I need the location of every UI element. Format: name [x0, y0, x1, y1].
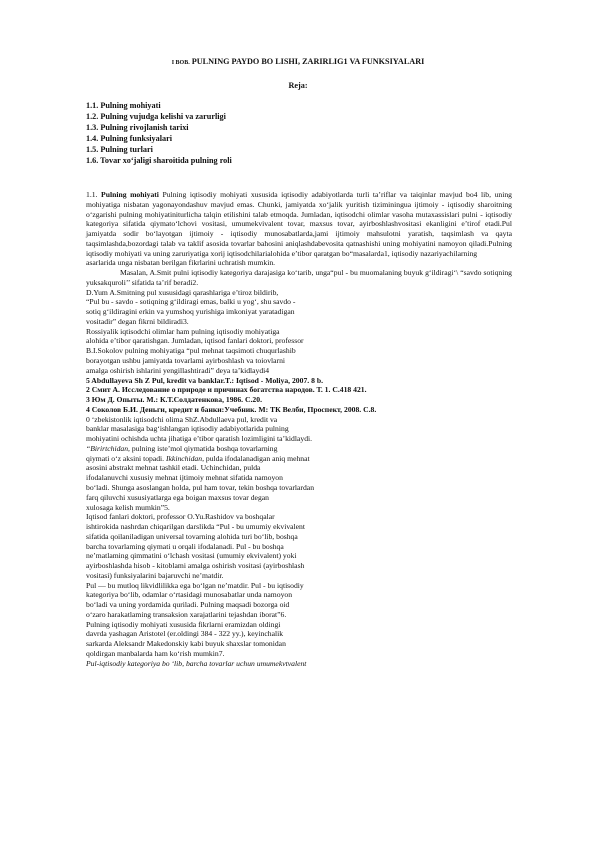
- toc-item: 1.3. Pulning rivojlanish tarixi: [86, 122, 189, 132]
- text-line: vositadir” degan fikrni bildiradi3.: [86, 316, 189, 326]
- footnote: 5 Abdullayeva Sh Z Pul, kredit va banklar.T.: Iqtisod - Moliya, 2007. 8 b.: [86, 375, 323, 385]
- paragraph-2: Masalan, A.Smit pulni iqtisodiy kategoriya darajasiga ko‘tarib, unga“pul - bu muomalaning buyuk g‘ildiragi‘\ “savdo sotiqning yuksakquroli’’ sifatida ta’rif beradi2.: [86, 268, 512, 287]
- chapter-prefix: I BOB.: [171, 60, 190, 66]
- section-number: 1.1.: [86, 190, 98, 199]
- text-line: Pulning iqtisodiy mohiyati xususida fikrlarni eramizdan oldingi: [86, 619, 281, 629]
- text-line: asosini abstrakt mehnat tashkil etadi. Uchinchidan, pulda: [86, 463, 261, 473]
- toc-item: 1.5. Pulning turlari: [86, 144, 153, 154]
- text-line: amalga oshirish ishlarini yengillashtiradi” deya ta’kidlaydi4: [86, 365, 270, 375]
- italic-phrase: Ikkinchidan,: [166, 453, 204, 463]
- text-line: Rossiyalik iqtisodchi olimlar ham pulning iqtisodiy mohiyatiga: [86, 326, 280, 336]
- text-line: xulosaga kelish mumkin”5.: [86, 502, 170, 512]
- text-line: ifodalanuvchi xususiy mehnat ijtimoiy mehnat sifatida namoyon: [86, 473, 283, 483]
- text-line: 0 ‘zbekistonlik iqtisodchi olima ShZ.Abdullaeva pul, kredit va: [86, 414, 278, 424]
- text-line: asarlarida unga nisbatan berilgan fikrlarini uchratish mumkin.: [86, 258, 276, 268]
- text-line: borayotgan ushbu jamiyatda tovarlami ayirboshlash va toiovlarni: [86, 356, 286, 366]
- footnote: 3 Юм Д. Опыты. М.: К.Т.Солдатенкова, 1986. С.20.: [86, 395, 262, 405]
- text-line: ayirboshlashda hisob - kitoblami amalga oshirish vositasi (ayirboshlash: [86, 561, 305, 571]
- text-line: [86, 454, 512, 464]
- chapter-title: [0, 57, 596, 66]
- text-line: kategoriya bo‘lib, odamlar o‘rtasidagi munosabatlar unda namoyon: [86, 590, 293, 600]
- text-line: Pul-iqtisodiy kategoriya bo ‘lib, barcha tovarlar uchun umumekvtvalent: [86, 658, 307, 668]
- text-line: barcha tovarlaming qiymati u orqali ifodalanadi. Pul - bu boshqa: [86, 541, 284, 551]
- toc-item: 1.1. Pulning mohiyati: [86, 101, 161, 110]
- toc-item: 1.6. Tovar xo‘jaligi sharoitida pulning roli: [86, 155, 232, 165]
- section-heading: Pulning mohiyati: [101, 190, 159, 199]
- text-line: bo‘ladi va uning yordamida quriladi. Pulning maqsadi bozorga oid: [86, 600, 290, 610]
- text-line: qoldirgan manbalarda ham ko‘rish mumkin7.: [86, 648, 225, 658]
- text-line: vositasi) funksiyalarini bajaruvchi ne’matdir.: [86, 570, 224, 580]
- footnote: 4 Соколов Б.И. Деньги, кредит и банки:Учебник. М: ТК Велби, Проспект, 2008. С.8.: [86, 404, 377, 414]
- text-span: pulda ifodalanadigan aniq mehnat: [203, 453, 310, 463]
- plan-heading: Reja:: [288, 81, 308, 90]
- text-line: sotiq g‘ildiragini erkin va yumshoq yurishiga imkoniyat yaratadigan: [86, 307, 295, 317]
- text-line: mohiyatini ochishda uchta jihatiga e’tibor qaratish lozimligini ta’kidlaydi.: [86, 434, 313, 444]
- chapter-heading: PULNING PAYDO BO LISHI, ZARIRLIG1 VA FUNKSIYALARI: [191, 57, 425, 66]
- italic-phrase: “Birirtchidan,: [86, 443, 130, 453]
- text-line: sarkarda Aleksandr Makedonskiy kabi buyuk shaxslar tomonidan: [86, 639, 286, 649]
- text-line: sifatida qoilaniladigan universal tovarning alohida turi bo‘lib, boshqa: [86, 531, 298, 541]
- text-line: davrda yashagan Aristotel (er.oldingi 384 - 322 yy.), keyinchalik: [86, 629, 284, 639]
- text-line: ishtirokida nashrdan chiqarilgan darslikda “Pul - bu umumiy ekvivalent: [86, 522, 305, 532]
- text-line: Iqtisod fanlari doktori, professor O.Yu.Rashidov va boshqalar: [86, 512, 275, 522]
- text-line: B.I.Sokolov pulning mohiyatiga “pul mehnat taqsimoti chuqurlashib: [86, 346, 296, 356]
- text-line: Pul — bu mutloq likvidlilikka ega bo‘lgan ne’matdir. Pul - bu iqtisodiy: [86, 580, 304, 590]
- text-span: pulning iste’mol qiymatida boshqa tovarlarning: [129, 443, 278, 453]
- footnote: 2 Смит А. Исследование о природе и причинах богатства народов. Т. 1. С.418 421.: [86, 385, 367, 395]
- text-line: banklar masalasiga bag‘ishlangan iqtisodiy adabiyotlarida pulning: [86, 424, 289, 434]
- toc-item: 1.2. Pulning vujudga kelishi va zarurligi: [86, 111, 226, 121]
- text-line: ne’matlaming qimmatini o‘lchash vositasi (umumiy ekvivalent) yoki: [86, 551, 297, 561]
- text-line: o‘zaro harakatlaming transaksion xarajatlarini tejashdan iborat”6.: [86, 609, 287, 619]
- text-line: bo‘ladi. Shunga asoslangan holda, pul ham tovar, tekin boshqa tovarlardan: [86, 482, 315, 492]
- text-line: alohida e’tibor qaratishgan. Jumladan, iqtisod fanlari doktori, professor: [86, 336, 304, 346]
- text-span: qiymati o‘z aksini topadi.: [86, 453, 166, 463]
- text-line: farq qiluvchi xususiyatlarga ega boigan maxsus tovar degan: [86, 492, 269, 502]
- text-line: [86, 444, 512, 454]
- body-text: [86, 190, 512, 669]
- text-line: D.Yum A.Smitning pul xususidagi qarashlariga e’tiroz bildirib,: [86, 287, 279, 297]
- toc-item: 1.4. Pulning funksiyalari: [86, 133, 172, 143]
- table-of-contents: [86, 101, 506, 166]
- text-line: “Pul bu - savdo - sotiqning g‘ildiragi emas, balki u yog‘, shu savdo -: [86, 297, 296, 307]
- paragraph-1: [86, 190, 512, 258]
- paragraph-text: Pulning iqtisodiy mohiyati xususida iqtisodiy adabiyotlarda turli ta’riflar va taiqinlar mavjud bo4 lib, uning mohiyatiga nisbatan yagonayondashuv mavjud emas. Chunki, jamiyatda xo‘jalik yuritish tizimininguа ijtimoiy - iqtisodiy sharoitning o‘zgarishi pulning mohiyatiniturlicha talqin etilishini talab etmoqda. Jumladan, iqtisodchi olimlar vasoha mutaxassislari pulni - iqtisodiy kategoriya sifatida qiymato‘lchovi vositasi, umumekvivalent tovar, maxsus tovar, ayirboshlashvositasi ekanligini e’tirof etadi.Pul jamiyatda sodir bo‘layotgan ijtimoiy - iqtisodiy munosabatlarda,jami ijtimoiy mahsulotni yaratish, taqsimlash va qayta taqsimlashda,bozordagi talab va taklif asosida tovarlar bahosini aniqlashdabevosita qatnashishi uning mohiyatini namoyon qiladi.Pulning iqtisodiy mohiyati va uning zaruriyatiga xorij iqtisodchilarialohida e’tibor qaratgan bo“masalarda1, iqtisodiy nazariyachilarning: [86, 190, 512, 258]
